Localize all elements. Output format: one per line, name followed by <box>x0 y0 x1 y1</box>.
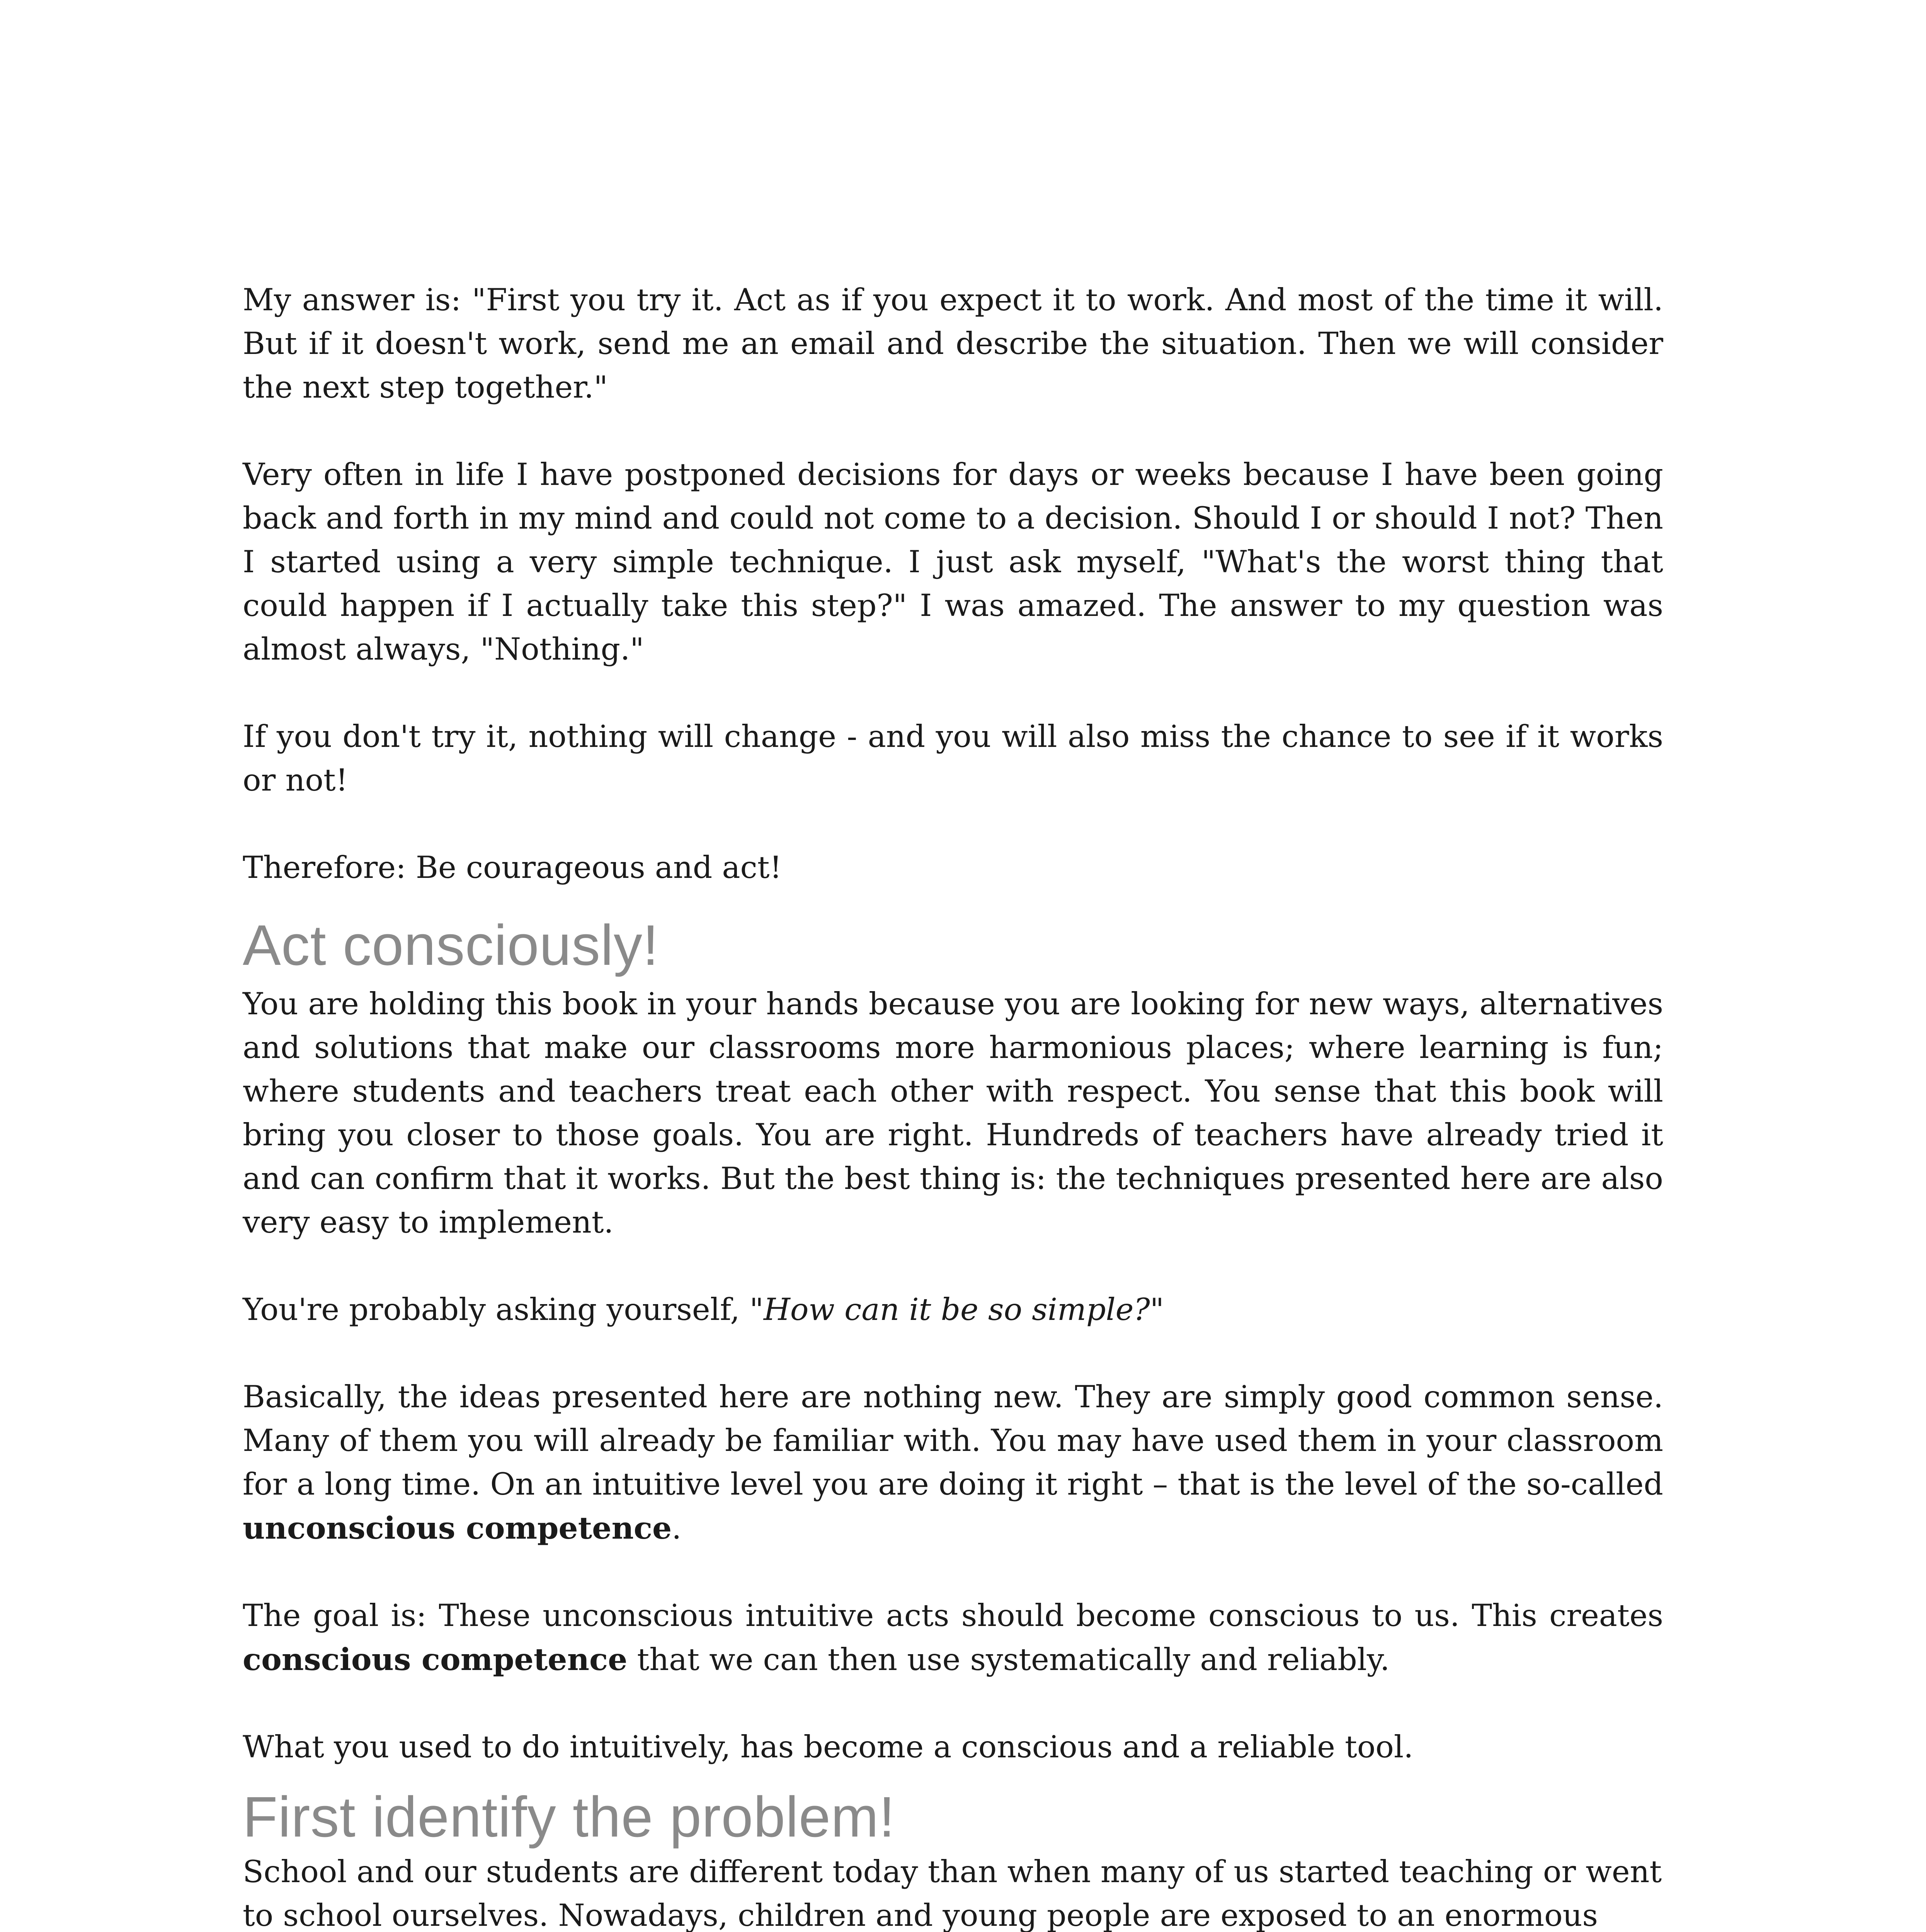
common-sense-text: Basically, the ideas presented here are nothing new. They are simply good common sense. Many of them you will already be familiar with. You may have used them in your classroom for a long time. On an intuitive level you are doing it right – that is the level of the so-called <box>243 1379 1663 1502</box>
paragraph-answer: My answer is: "First you try it. Act as if you expect it to work. And most of the time it will. But if it doesn't work, send me an email and describe the situation. Then we will consider the next step together." <box>243 282 1663 405</box>
paragraph-school-today: School and our students are different today than when many of us started teaching or went to school ourselves. Nowadays, children and young people are exposed to an enormous <box>243 1854 1662 1932</box>
heading-identify-problem: First identify the problem! <box>243 1785 895 1849</box>
paragraph-asking-yourself <box>243 1288 1663 1332</box>
term-conscious-competence: conscious competence <box>243 1641 628 1677</box>
the-goal-text: The goal is: These unconscious intuitive acts should become conscious to us. This creates <box>243 1598 1663 1633</box>
the-goal-end: that we can then use systematically and reliably. <box>627 1642 1390 1677</box>
paragraph-be-courageous: Therefore: Be courageous and act! <box>243 850 782 885</box>
term-unconscious-competence: unconscious competence <box>243 1510 672 1546</box>
paragraph-common-sense <box>243 1375 1663 1550</box>
paragraph-try-it: If you don't try it, nothing will change - and you will also miss the chance to see if it works or not! <box>243 719 1663 798</box>
paragraph-reliable-tool: What you used to do intuitively, has become a conscious and a reliable tool. <box>243 1729 1414 1765</box>
common-sense-end: . <box>672 1510 682 1546</box>
asking-yourself-quote: "How can it be so simple?" <box>749 1292 1164 1327</box>
heading-act-consciously: Act consciously! <box>243 913 659 977</box>
asking-yourself-text: You're probably asking yourself, <box>243 1292 750 1327</box>
paragraph-postponed-decisions: Very often in life I have postponed decisions for days or weeks because I have been going back and forth in my mind and could not come to a decision. Should I or should I not? Then I started using a very simple technique. I just ask myself, "What's the worst thing that could happen if I actually take this step?" I was amazed. The answer to my question was almost always, "Nothing." <box>243 457 1663 667</box>
page-body <box>243 278 1663 1932</box>
paragraph-holding-book: You are holding this book in your hands because you are looking for new ways, alternatives and solutions that make our classrooms more harmonious places; where learning is fun; where students and teachers treat each other with respect. You sense that this book will bring you closer to those goals. You are right. Hundreds of teachers have already tried it and can confirm that it works. But the best thing is: the techniques presented here are also very easy to implement. <box>243 986 1663 1240</box>
paragraph-the-goal <box>243 1594 1663 1682</box>
